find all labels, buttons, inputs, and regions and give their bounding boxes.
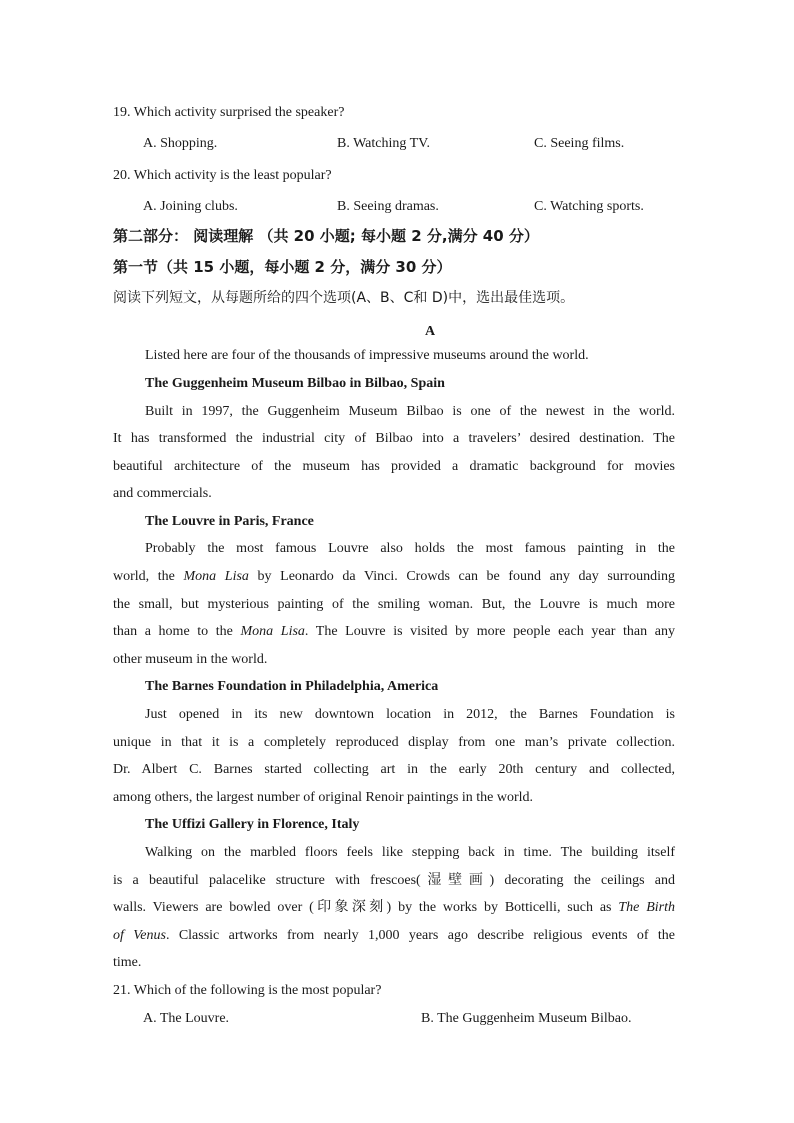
q19-option-c: C. Seeing films.	[534, 136, 625, 151]
louvre-line-4: than a home to the Mona Lisa. The Louvre is visited by more people each year than any	[113, 624, 675, 639]
section1-title: 第一节（共 15 小题，每小题 2 分，满分 30 分）	[113, 258, 452, 276]
museum-title-guggenheim: The Guggenheim Museum Bilbao in Bilbao, Spain	[145, 376, 445, 391]
barnes-line-2: unique in that it is a completely reproduced display from one man’s private collection.	[113, 735, 675, 750]
louvre-line-2: world, the Mona Lisa by Leonardo da Vinci. Crowds can be found any day surrounding	[113, 569, 675, 584]
guggenheim-line-4: and commercials.	[113, 486, 212, 501]
barnes-line-3: Dr. Albert C. Barnes started collecting art in the early 20th century and collected,	[113, 762, 675, 777]
museum-title-louvre: The Louvre in Paris, France	[145, 514, 314, 529]
uffizi-line-3: walls. Viewers are bowled over (印象深刻) by the works by Botticelli, such as The Birth	[113, 900, 675, 915]
passage-letter: A	[424, 324, 436, 339]
part2-title: 第二部分： 阅读理解 （共 20 小题; 每小题 2 分,满分 40 分）	[113, 227, 539, 245]
louvre-line-5: other museum in the world.	[113, 652, 268, 667]
q20-option-a: A. Joining clubs.	[143, 199, 238, 214]
barnes-line-1: Just opened in its new downtown location in 2012, the Barnes Foundation is	[145, 707, 675, 722]
guggenheim-line-2: It has transformed the industrial city of Bilbao into a travelers’ desired destination. The	[113, 431, 675, 446]
uffizi-line-2: is a beautiful palacelike structure with frescoes(湿壁画) decorating the ceilings and	[113, 873, 675, 888]
barnes-line-4: among others, the largest number of original Renoir paintings in the world.	[113, 790, 534, 805]
q21-option-b: B. The Guggenheim Museum Bilbao.	[421, 1011, 632, 1026]
question-21-stem: 21. Which of the following is the most popular?	[113, 983, 382, 998]
q19-option-b: B. Watching TV.	[337, 136, 430, 151]
louvre-line-1: Probably the most famous Louvre also holds the most famous painting in the	[145, 541, 675, 556]
louvre-line-3: the small, but mysterious painting of the smiling woman. But, the Louvre is much more	[113, 597, 675, 612]
uffizi-line-1: Walking on the marbled floors feels like stepping back in time. The building itself	[145, 845, 675, 860]
uffizi-line-4: of Venus. Classic artworks from nearly 1,000 years ago describe religious events of the	[113, 928, 675, 943]
q19-option-a: A. Shopping.	[143, 136, 218, 151]
question-20-stem: 20. Which activity is the least popular?	[113, 168, 332, 183]
q20-option-c: C. Watching sports.	[534, 199, 644, 214]
uffizi-line-5: time.	[113, 955, 142, 970]
museum-title-uffizi: The Uffizi Gallery in Florence, Italy	[145, 817, 360, 832]
passage-intro: Listed here are four of the thousands of impressive museums around the world.	[145, 348, 589, 363]
reading-instruction: 阅读下列短文，从每题所给的四个选项(A、B、C和 D)中，选出最佳选项。	[113, 290, 575, 306]
q20-option-b: B. Seeing dramas.	[337, 199, 439, 214]
q21-option-a: A. The Louvre.	[143, 1011, 230, 1026]
guggenheim-line-1: Built in 1997, the Guggenheim Museum Bilbao is one of the newest in the world.	[145, 404, 675, 419]
museum-title-barnes: The Barnes Foundation in Philadelphia, America	[145, 679, 439, 694]
question-19-stem: 19. Which activity surprised the speaker?	[113, 105, 345, 120]
guggenheim-line-3: beautiful architecture of the museum has provided a dramatic background for movies	[113, 459, 675, 474]
